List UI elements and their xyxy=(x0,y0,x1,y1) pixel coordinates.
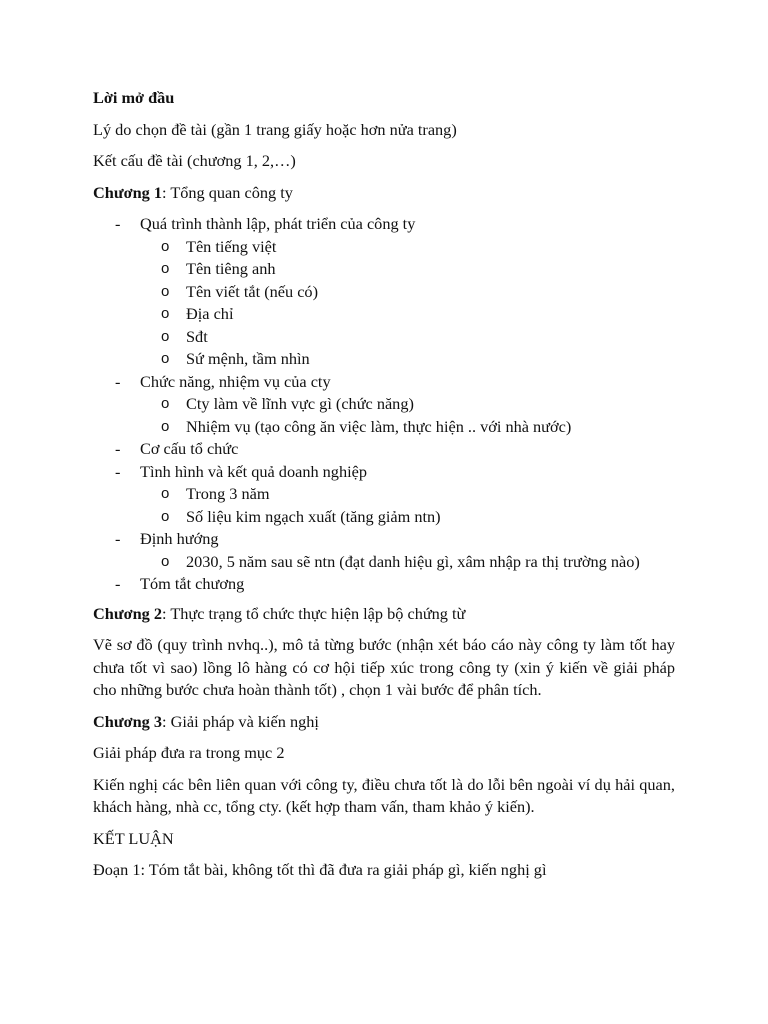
chapter1-outline xyxy=(93,213,675,596)
outline-item xyxy=(93,461,675,484)
chapter2-title: : Thực trạng tổ chức thực hiện lập bộ chứng từ xyxy=(162,603,466,623)
circle-bullet: o xyxy=(161,417,170,435)
outline-item-text: Cơ cấu tổ chức xyxy=(140,439,239,458)
circle-bullet: o xyxy=(161,237,170,255)
outline-subitem-text: Tên viết tắt (nếu có) xyxy=(186,281,318,301)
dash-bullet: - xyxy=(115,214,121,233)
circle-bullet: o xyxy=(161,260,170,277)
intro-reason: Lý do chọn đề tài (gần 1 trang giấy hoặc hơn nửa trang) xyxy=(93,119,457,139)
outline-subitem-text: Địa chỉ xyxy=(186,304,234,323)
chapter1-title: : Tổng quan công ty xyxy=(162,182,293,202)
chapter3-title: : Giải pháp và kiến nghị xyxy=(162,711,319,731)
outline-subitem-text: Sđt xyxy=(186,326,208,346)
outline-item xyxy=(93,573,675,596)
outline-item-text: Quá trình thành lập, phát triển của công ty xyxy=(140,214,416,233)
chapter3-heading xyxy=(93,711,675,734)
circle-bullet: o xyxy=(161,327,170,345)
outline-item-text: Chức năng, nhiệm vụ của cty xyxy=(140,371,331,391)
outline-subitem xyxy=(93,416,675,439)
outline-subitem-text: Tên tiêng anh xyxy=(186,259,276,278)
circle-bullet: o xyxy=(161,485,170,502)
outline-subitem-text: Tên tiếng việt xyxy=(186,236,277,256)
dash-bullet: - xyxy=(115,529,121,548)
outline-item xyxy=(93,528,675,551)
outline-item-text: Tình hình và kết quả doanh nghiệp xyxy=(140,461,367,481)
chapter3-recommend: Kiến nghị các bên liên quan với công ty, điều chưa tốt là do lỗi bên ngoài ví dụ hải quan, khách hàng, nhà cc, tổng cty. (kết hợp tham vấn, tham khảo ý kiến). xyxy=(93,774,675,816)
conclusion-para1: Đoạn 1: Tóm tắt bài, không tốt thì đã đưa ra giải pháp gì, kiến nghị gì xyxy=(93,860,547,879)
document-content xyxy=(93,87,675,891)
outline-subitem xyxy=(93,303,675,326)
chapter1-heading xyxy=(93,182,675,205)
circle-bullet: o xyxy=(161,305,170,322)
outline-subitem-text: Số liệu kim ngạch xuất (tăng giảm ntn) xyxy=(186,506,441,526)
chapter2-body: Vẽ sơ đồ (quy trình nvhq..), mô tả từng bước (nhận xét báo cáo này công ty làm tốt hay chưa tốt vì sao) lồng lô hàng có cơ hội tiếp xúc trong công ty (xin ý kiến về giải pháp cho những bước chưa hoàn thành tốt) , chọn 1 vài bước để phân tích. xyxy=(93,635,675,699)
chapter2-heading xyxy=(93,603,675,626)
outline-subitem xyxy=(93,326,675,349)
circle-bullet: o xyxy=(161,507,170,525)
circle-bullet: o xyxy=(161,395,170,412)
outline-subitem xyxy=(93,483,675,506)
chapter2-label: Chương 2 xyxy=(93,603,163,623)
intro-title: Lời mở đầu xyxy=(93,88,175,107)
outline-subitem xyxy=(93,281,675,304)
outline-subitem xyxy=(93,506,675,529)
chapter1-label: Chương 1 xyxy=(93,182,163,202)
outline-item-text: Định hướng xyxy=(140,529,219,548)
dash-bullet: - xyxy=(115,439,121,458)
outline-subitem xyxy=(93,393,675,416)
outline-subitem-text: Cty làm về lĩnh vực gì (chức năng) xyxy=(186,394,414,413)
intro-structure: Kết cấu đề tài (chương 1, 2,…) xyxy=(93,151,296,170)
outline-subitem xyxy=(93,551,675,574)
outline-item xyxy=(93,213,675,236)
circle-bullet: o xyxy=(161,282,170,300)
circle-bullet: o xyxy=(161,350,170,367)
outline-subitem-text: Trong 3 năm xyxy=(186,484,270,503)
outline-subitem xyxy=(93,348,675,371)
outline-item-text: Tóm tắt chương xyxy=(140,574,245,593)
outline-subitem-text: Sứ mệnh, tầm nhìn xyxy=(186,349,310,368)
outline-item xyxy=(93,371,675,394)
dash-bullet: - xyxy=(115,371,121,391)
conclusion-title: KẾT LUẬN xyxy=(93,828,174,848)
chapter3-solution: Giải pháp đưa ra trong mục 2 xyxy=(93,743,285,762)
outline-item xyxy=(93,438,675,461)
outline-subitem xyxy=(93,236,675,259)
dash-bullet: - xyxy=(115,574,121,593)
outline-subitem xyxy=(93,258,675,281)
circle-bullet: o xyxy=(161,552,170,570)
dash-bullet: - xyxy=(115,461,121,481)
outline-subitem-text: Nhiệm vụ (tạo công ăn việc làm, thực hiện .. với nhà nước) xyxy=(186,416,572,436)
chapter3-label: Chương 3 xyxy=(93,711,163,731)
outline-subitem-text: 2030, 5 năm sau sẽ ntn (đạt danh hiệu gì, xâm nhập ra thị trường nào) xyxy=(186,551,640,571)
